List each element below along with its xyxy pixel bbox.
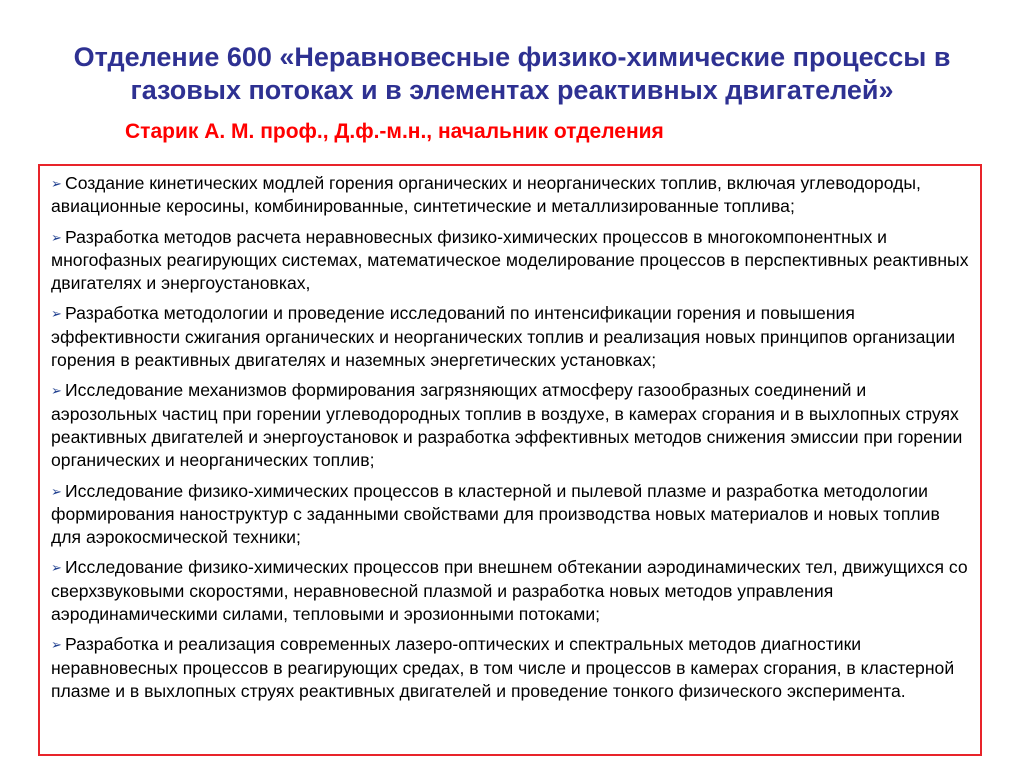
list-item-text: Исследование физико-химических процессов в кластерной и пылевой плазме и разработка методологии формирования наноструктур с заданными свойствами для производства новых материалов и новых топлив для аэрокосмической техники; — [51, 480, 940, 548]
arrow-bullet-icon: ➢ — [51, 637, 62, 653]
list-item — [51, 302, 970, 372]
list-item — [51, 379, 970, 472]
slide-title: Отделение 600 «Неравновесные физико-химические процессы в газовых потоках и в элементах реактивных двигателей» — [73, 42, 951, 105]
list-item — [51, 633, 970, 703]
arrow-bullet-icon: ➢ — [51, 383, 62, 399]
research-areas-frame — [38, 164, 982, 756]
list-item-text: Разработка и реализация современных лазеро-оптических и спектральных методов диагностики неравновесных процессов в реагирующих средах, в том числе и процессов в камерах сгорания, в кластерной плазме и в выхлопных струях реактивных двигателей и проведение тонкого физического эксперимента. — [51, 634, 955, 701]
list-item — [51, 226, 970, 296]
list-item-text: Исследование механизмов формирования загрязняющих атмосферу газообразных соединений и аэрозольных частиц при горении углеводородных топлив в воздухе, в камерах сгорания и в выхлопных струях реактивных двигателей и энергоустановок и разработка эффективных методов снижения эмиссии при горении органических и неорганических топлив; — [51, 380, 963, 471]
list-item-text: Разработка методологии и проведение исследований по интенсификации горения и повышения эффективности сжигания органических и неорганических топлив и реализация новых принципов организации горения в реактивных двигателях и наземных энергетических установках; — [51, 303, 956, 371]
list-item — [51, 480, 970, 550]
arrow-bullet-icon: ➢ — [51, 560, 62, 576]
list-item-text: Разработка методов расчета неравновесных физико-химических процессов в многокомпонентных и многофазных реагирующих системах, математическое моделирование процессов в перспективных реактивных двигателях и энергоустановках, — [51, 226, 969, 294]
author-line: Старик А. М. проф., Д.ф.-м.н., начальник отделения — [125, 120, 664, 143]
list-item-text: Создание кинетических модлей горения органических и неорганических топлив, включая углеводороды, авиационные керосины, комбинированные, синтетические и металлизированные топлива; — [51, 173, 921, 217]
arrow-bullet-icon: ➢ — [51, 306, 62, 322]
list-item-text: Исследование физико-химических процессов при внешнем обтекании аэродинамических тел, движущихся со сверхзвуковыми скоростями, неравновесной плазмой и разработка новых методов управления аэродинамическими силами, тепловыми и эрозионными потоками; — [51, 557, 968, 625]
arrow-bullet-icon: ➢ — [51, 483, 62, 499]
list-item — [51, 172, 970, 219]
list-item — [51, 556, 970, 626]
arrow-bullet-icon: ➢ — [51, 176, 62, 191]
arrow-bullet-icon: ➢ — [51, 229, 62, 245]
